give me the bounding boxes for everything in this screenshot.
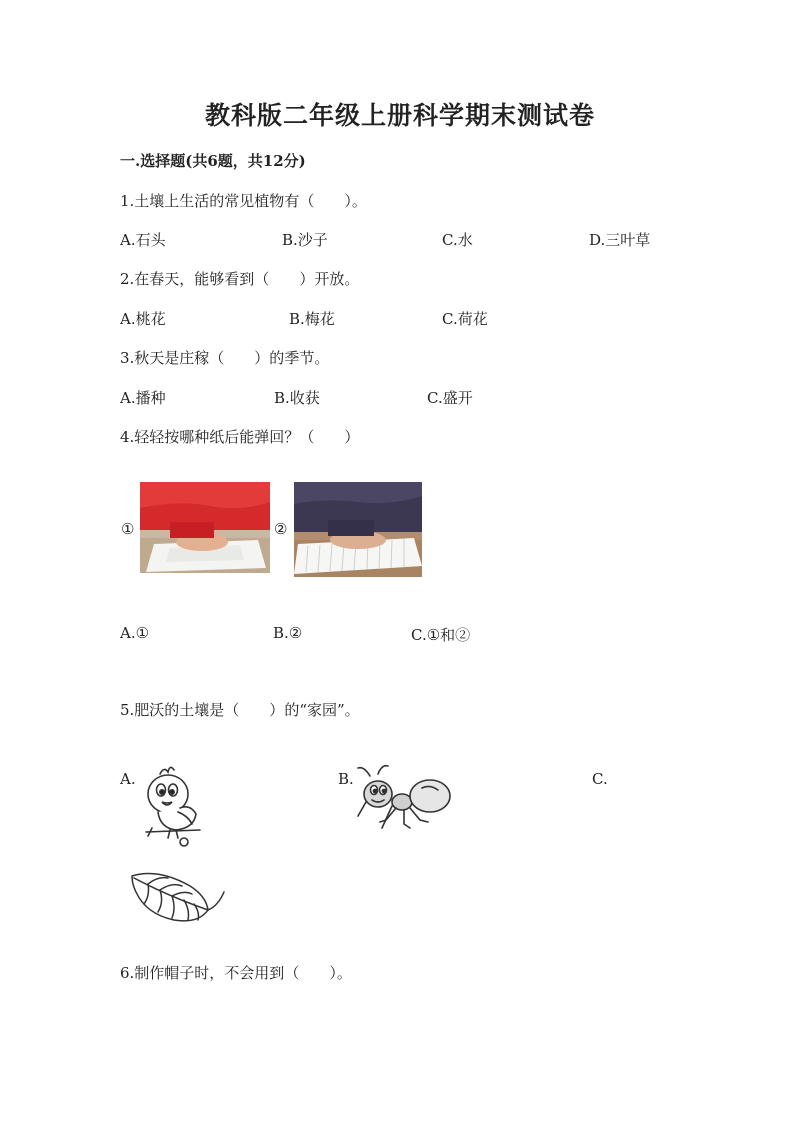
q2-option-a[interactable]: A.桃花 bbox=[120, 310, 166, 328]
question-2: 2.在春天，能够看到（ ）开放。 bbox=[120, 270, 360, 288]
q3-option-a[interactable]: A.播种 bbox=[120, 389, 166, 407]
image-mark-1: ① bbox=[121, 520, 135, 538]
q1-option-d[interactable]: D.三叶草 bbox=[589, 231, 651, 249]
image-mark-2: ② bbox=[274, 520, 288, 538]
q2-option-b[interactable]: B.梅花 bbox=[289, 310, 335, 328]
q3-option-b[interactable]: B.收获 bbox=[274, 389, 320, 407]
q4-option-a[interactable]: A.① bbox=[120, 624, 150, 642]
photo-folded-paper bbox=[294, 482, 422, 577]
q1-option-a[interactable]: A.石头 bbox=[120, 231, 166, 249]
question-6: 6.制作帽子时，不会用到（ ）。 bbox=[120, 964, 352, 982]
section-heading: 一.选择题(共6题，共12分) bbox=[120, 152, 306, 170]
leaf-illustration bbox=[128, 866, 230, 928]
question-3: 3.秋天是庄稼（ ）的季节。 bbox=[120, 349, 330, 367]
q3-option-c[interactable]: C.盛开 bbox=[427, 389, 473, 407]
q1-option-c[interactable]: C.水 bbox=[442, 231, 473, 249]
question-1: 1.土壤上生活的常见植物有（ ）。 bbox=[120, 192, 367, 210]
q5-option-a[interactable]: A. bbox=[120, 770, 136, 788]
ant-illustration bbox=[352, 762, 454, 834]
q1-option-b[interactable]: B.沙子 bbox=[282, 231, 328, 249]
question-4: 4.轻轻按哪种纸后能弹回？（ ） bbox=[120, 428, 360, 446]
page-title: 教科版二年级上册科学期末测试卷 bbox=[204, 101, 595, 130]
q4-option-b[interactable]: B.② bbox=[273, 624, 303, 642]
q4-option-c[interactable]: C.①和② bbox=[411, 626, 471, 644]
q5-option-c[interactable]: C. bbox=[592, 770, 608, 788]
q5-option-b[interactable]: B. bbox=[338, 770, 354, 788]
question-5: 5.肥沃的土壤是（ ）的“家园”。 bbox=[120, 701, 360, 719]
photo-flat-paper bbox=[140, 482, 270, 573]
chick-illustration bbox=[140, 760, 206, 850]
q2-option-c[interactable]: C.荷花 bbox=[442, 310, 488, 328]
